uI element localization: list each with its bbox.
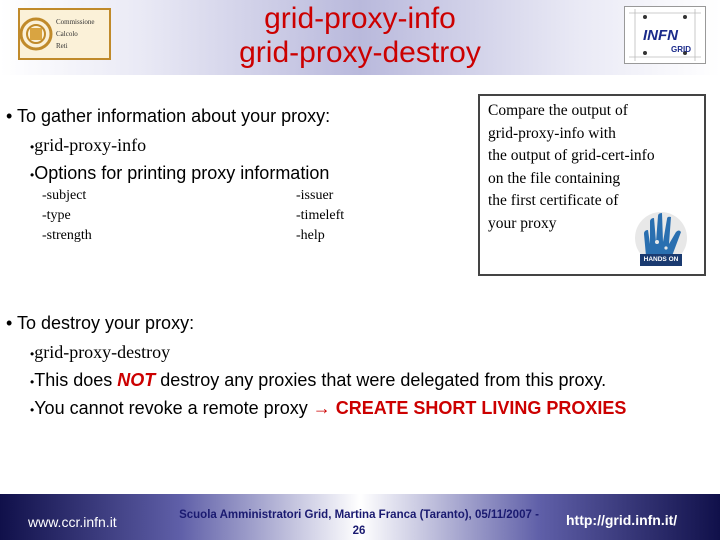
logo-text-2: Calcolo	[56, 30, 78, 38]
page-number: 26	[352, 525, 366, 537]
infn-grid-logo	[624, 6, 706, 64]
emphasis-short-living: CREATE SHORT LIVING PROXIES	[335, 398, 627, 418]
slide-title-line1: grid-proxy-info	[264, 2, 456, 35]
options-right-column	[296, 186, 344, 246]
footer-event-info: Scuola Amministratori Grid, Martina Franca (Taranto), 05/11/2007 - 26	[166, 507, 552, 539]
logo-text-1: Commissione	[56, 18, 95, 26]
footer-ccr-link[interactable]: www.ccr.infn.it	[28, 514, 117, 530]
option-help: -help	[296, 228, 325, 243]
destroy-item-grid-proxy-destroy: •grid-proxy-destroy	[30, 342, 171, 362]
option-strength: -strength	[42, 228, 92, 243]
footer-grid-link[interactable]: http://grid.infn.it/	[566, 512, 678, 528]
logo-text-3: Reti	[56, 42, 68, 50]
grid-logo-text: GRID	[671, 45, 691, 54]
infn-logo-text: INFN	[643, 27, 678, 44]
option-type: -type	[42, 208, 71, 223]
destroy-item-not-delegated: •This does NOT destroy any proxies that were delegated from this proxy.	[30, 370, 607, 390]
option-subject: -subject	[42, 188, 87, 203]
callout-text: Compare the output of grid-proxy-info with the output of grid-cert-info on the file containing the first certificate of your proxy	[488, 102, 655, 232]
info-heading: • To gather information about your proxy:	[6, 106, 331, 126]
info-item-grid-proxy-info: •grid-proxy-info	[30, 135, 147, 155]
info-item-options: •Options for printing proxy information	[30, 163, 330, 183]
slide-footer	[0, 494, 720, 540]
destroy-item-remote-proxy: •You cannot revoke a remote proxy → CREATE SHORT LIVING PROXIES	[30, 398, 627, 418]
options-left-column	[42, 186, 92, 246]
bullet-mark: •	[6, 106, 13, 126]
option-timeleft: -timeleft	[296, 208, 345, 223]
hands-on-callout	[478, 94, 706, 276]
hands-on-label: HANDS ON	[643, 256, 679, 263]
destroy-heading: • To destroy your proxy:	[6, 313, 195, 333]
slide-title-line2: grid-proxy-destroy	[239, 36, 481, 69]
option-issuer: -issuer	[296, 188, 334, 203]
arrow-right-icon: →	[312, 398, 331, 418]
emphasis-not: NOT	[117, 370, 156, 390]
hands-on-badge	[630, 210, 692, 270]
slide-header	[0, 0, 720, 75]
